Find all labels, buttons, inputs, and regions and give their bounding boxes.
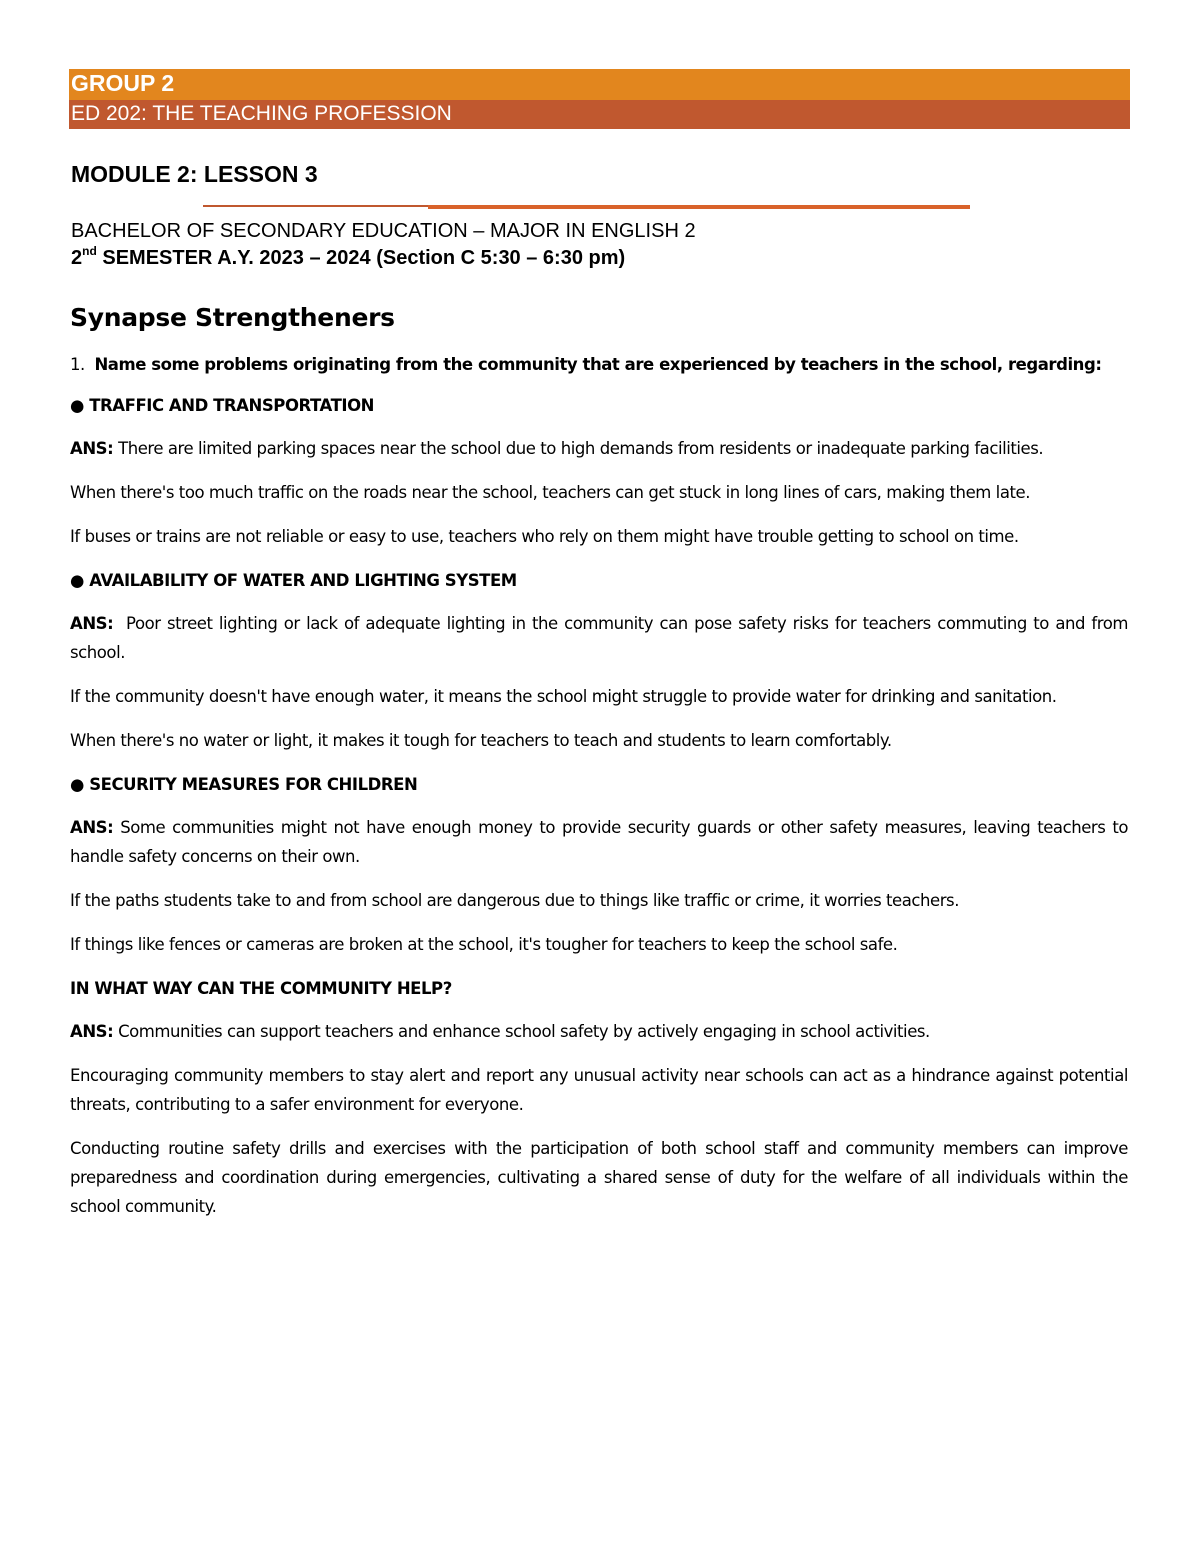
answer-text: Communities can support teachers and enhance school safety by actively engaging in school activities. — [118, 1022, 930, 1041]
ans-label: ANS: — [70, 439, 114, 458]
body-paragraph: Encouraging community members to stay alert and report any unusual activity near schools can act as a hindrance against potential threats, contributing to a safer environment for everyone. — [70, 1066, 1128, 1114]
course-banner — [69, 100, 1130, 129]
body-paragraph: When there's too much traffic on the roads near the school, teachers can get stuck in long lines of cars, making them late. — [70, 483, 1030, 502]
body-paragraph: When there's no water or light, it makes it tough for teachers to teach and students to learn comfortably. — [70, 731, 892, 750]
module-title: MODULE 2: LESSON 3 — [71, 161, 318, 187]
answer-text: Some communities might not have enough money to provide security guards or other safety measures, leaving teachers to handle safety concerns on their own. — [70, 818, 1129, 866]
answer-text: There are limited parking spaces near the school due to high demands from residents or inadequate parking facilities. — [118, 439, 1044, 458]
degree-line: BACHELOR OF SECONDARY EDUCATION – MAJOR IN ENGLISH 2 — [71, 220, 696, 242]
section-title: Synapse Strengtheners — [70, 303, 395, 332]
group-label: GROUP 2 — [71, 70, 175, 96]
course-label: ED 202: THE TEACHING PROFESSION — [71, 102, 452, 125]
question-number: 1. — [70, 355, 85, 374]
document-body — [70, 300, 1128, 1236]
topic-heading-traffic: ● TRAFFIC AND TRANSPORTATION — [70, 396, 375, 415]
answer-text: Poor street lighting or lack of adequate lighting in the community can pose safety risks for teachers commuting to and from school. — [70, 614, 1129, 662]
topic-heading-security: ● SECURITY MEASURES FOR CHILDREN — [70, 775, 418, 794]
title-underline-right — [428, 205, 970, 209]
body-paragraph: If the paths students take to and from school are dangerous due to things like traffic or crime, it worries teachers. — [70, 891, 959, 910]
ans-label: ANS: — [70, 818, 114, 837]
answer-paragraph — [70, 813, 1128, 871]
ans-label: ANS: — [70, 1022, 114, 1041]
body-paragraph: Conducting routine safety drills and exercises with the participation of both school staff and community members can improve preparedness and coordination during emergencies, cultivating a shared sense of duty for the welfare of all individuals within the school community. — [70, 1139, 1128, 1216]
semester-rest: SEMESTER A.Y. 2023 – 2024 (Section C 5:30 – 6:30 pm) — [96, 247, 626, 269]
answer-paragraph — [70, 609, 1128, 667]
question-1 — [70, 350, 1128, 379]
semester-line — [71, 244, 626, 270]
body-paragraph: If things like fences or cameras are broken at the school, it's tougher for teachers to keep the school safe. — [70, 935, 898, 954]
ans-label: ANS: — [70, 614, 114, 633]
title-underline-left — [203, 205, 428, 207]
semester-number: 2 — [71, 247, 83, 269]
answer-paragraph — [70, 1017, 1128, 1046]
group-banner — [69, 69, 1130, 100]
topic-heading-community-help: IN WHAT WAY CAN THE COMMUNITY HELP? — [70, 979, 452, 998]
body-paragraph: If the community doesn't have enough water, it means the school might struggle to provide water for drinking and sanitation. — [70, 687, 1057, 706]
topic-heading-water-lighting: ● AVAILABILITY OF WATER AND LIGHTING SYSTEM — [70, 571, 517, 590]
answer-paragraph — [70, 434, 1128, 463]
question-text: Name some problems originating from the community that are experienced by teachers in the school, regarding: — [94, 355, 1102, 374]
semester-suffix: nd — [82, 244, 97, 258]
body-paragraph: If buses or trains are not reliable or easy to use, teachers who rely on them might have trouble getting to school on time. — [70, 527, 1019, 546]
